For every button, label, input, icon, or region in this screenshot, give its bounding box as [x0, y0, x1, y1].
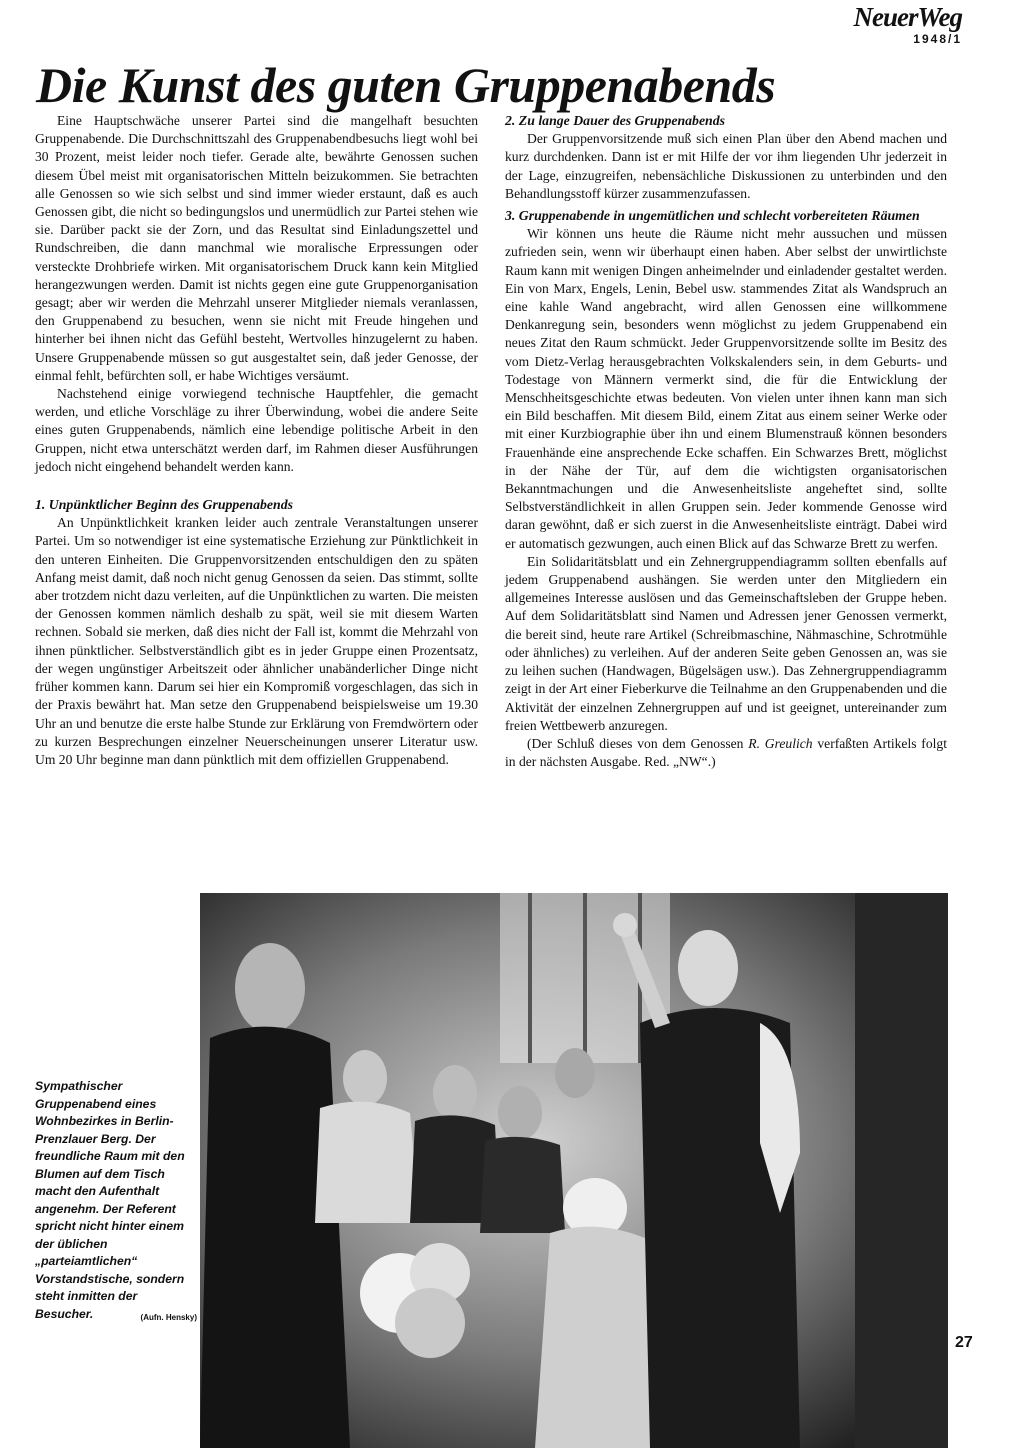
section-heading-1: 1. Unpünktlicher Beginn des Gruppenabends: [35, 497, 293, 513]
right-column: [505, 112, 947, 771]
paragraph-overview: Nachstehend einige vorwiegend technische Hauptfehler, die gemacht werden, und etliche Vorschläge zu ihrer Überwindung, wobei die andere Seite eines guten Gruppenabends, nämlich eine lebendige politische Arbeit in den Gruppen, nicht etwa unterschätzt werden darf, im Rahmen dieser Ausführungen jedoch nicht eingehend behandelt werden kann.: [35, 386, 478, 474]
page-number: 27: [955, 1334, 973, 1351]
paragraph-intro: Eine Hauptschwäche unserer Partei sind die mangelhaft besuchten Gruppenabende. Die Durchschnittszahl des Gruppenabendbesuchs liegt wohl bei 30 Prozent, meist leider noch tiefer. Gerade alte, bewährte Genossen suchen diesem Übel meist mit organisatorischen Mitteln beizukommen. Sie betrachten alle Genossen so wie sich selbst und sind immer wieder erstaunt, daß es auch Genossen gibt, die nicht so bedingungslos und unermüdlich zur Partei stehen wie sie. Darüber packt sie der Zorn, und das Resultat sind Einladungszettel und Rundschreiben, die dann manchmal wie moralische Erpressungen oder versteckte Drohbriefe wirken. Mit organisatorischem Druck kann kein Mitglied herangezwungen werden. Damit ist nichts gegen eine gute Gruppenorganisation gesagt; aber wir werden die Mehrzahl unserer Mitglieder niemals veranlassen, den Gruppenabend zu besuchen, wenn sie nicht mit Freude hingehen und hinterher bei ihnen nicht das Gefühl besteht, Wertvolles hinzugelernt zu haben. Unsere Gruppenabende müssen so gut ausgestaltet sein, daß jeder Genosse, der einmal fehlt, befürchten soll, er habe Wichtiges versäumt.: [35, 113, 478, 383]
group-meeting-photo: [200, 893, 948, 1448]
caption-text: Sympathischer Gruppenabend eines Wohnbezirkes in Berlin-Prenzlauer Berg. Der freundliche Raum mit den Blumen auf dem Tisch macht den Aufenthalt angenehm. Der Referent spricht nicht hinter einem der üblichen „parteiamtlichen“ Vorstandstische, sondern steht inmitten der Besucher.: [35, 1079, 185, 1321]
masthead: [827, 2, 962, 46]
section-heading-2: 2. Zu lange Dauer des Gruppenabends: [505, 113, 726, 128]
article-headline: Die Kunst des guten Gruppenabends: [36, 57, 776, 113]
section-heading-3: 3. Gruppenabende in ungemütlichen und schlecht vorbereiteten Räumen: [505, 208, 920, 224]
editor-note: (Der Schluß dieses von dem Genossen R. Greulich verfaßten Artikels folgt in der nächsten Ausgabe. Red. „NW“.): [505, 735, 947, 770]
publication-name: NeuerWeg: [853, 2, 962, 32]
photo-credit: (Aufn. Hensky): [140, 1312, 197, 1322]
author-name: R. Greulich: [748, 735, 813, 751]
paragraph-section-2: Der Gruppenvorsitzende muß sich einen Plan über den Abend machen und kurz durchdenken. Dann ist er mit Hilfe der vor ihm liegenden Uhr jederzeit in der Lage, einzugreifen, nebensächliche Diskussionen zu unterbinden und den Behandlungsstoff kürzer zusammenzufassen.: [505, 131, 947, 201]
paragraph-section-3b: Ein Solidaritätsblatt und ein Zehnergruppendiagramm sollten ebenfalls auf jedem Gruppenabend aushängen. Sie werden unter den Mitgliedern ein allgemeines Interesse auslösen und das Gemeinschaftsleben der Gruppe heben. Auf dem Solidaritätsblatt sind Namen und Adressen jener Genossen vermerkt, die bereit sind, heute rare Artikel (Schreibmaschine, Nähmaschine, Schrotmühle oder ähnliches) zu verleihen. Auf der anderen Seite geben Genossen an, was sie zu leihen suchen (Handwagen, Bügelsägen usw.). Das Zehnergruppendiagramm zeigt in der Art einer Fieberkurve die Teilnahme an den Gruppenabenden und die Aktivität der einzelnen Zehnergruppen auf und ist geeignet, untereinander zum freien Wettbewerb anzuregen.: [505, 553, 947, 733]
photo-caption: [35, 1078, 197, 1326]
paragraph-section-1: An Unpünktlichkeit kranken leider auch zentrale Veranstaltungen unserer Partei. Um so notwendiger ist eine systematische Erziehung zur Pünktlichkeit in den unteren Einheiten. Die Gruppenvorsitzenden entschuldigen den zu späten Anfang meist damit, daß noch nicht genug Genossen da seien. Das stimmt, sollte aber trotzdem nicht dazu verleiten, auf die Unpünktlichen zu warten. Die meisten der Genossen kommen nämlich deshalb zu spät, weil sie mit diesem Warten rechnen. Sobald sie merken, daß dies nicht der Fall ist, kommt die Mehrzahl von ihnen pünktlicher. Selbstverständlich gibt es in jeder Gruppe einen Prozentsatz, der wegen ungünstiger Arbeitszeit oder ähnlicher unabänderlicher Dinge nicht früher kommen kann. Darum sei hier ein Kompromiß vorgeschlagen, das sich in der Praxis bewährt hat. Man setze den Gruppenabend beispielsweise um 19.30 Uhr an und benutze die erste halbe Stunde zur Erklärung von Fremdwörtern oder zu kurzen Besprechungen einzelner Neuerscheinungen unserer Literatur usw. Um 20 Uhr beginne man dann pünktlich mit dem offiziellen Gruppenabend.: [35, 515, 478, 767]
issue-number: 1948/1: [913, 32, 962, 46]
left-column: [35, 112, 478, 769]
paragraph-section-3a: Wir können uns heute die Räume nicht mehr aussuchen und müssen zufrieden sein, wenn wir überhaupt einen haben. Aber selbst der unwirtlichste Raum kann mit wenigen Dingen anheimelnder und einladender gestaltet werden. Ein von Marx, Engels, Lenin, Bebel usw. stammendes Zitat als Wandspruch an eine kahle Wand angebracht, wird allen Genossen eine willkommene Denkanregung sein, besonders wenn möglichst zu jedem Gruppenabend ein neues Zitat den Raum schmückt. Jeder Gruppenvorsitzende sollte im Besitz des vom Dietz-Verlag herausgebrachten Volkskalenders sein, in dem Geburts- und Todestage von Männern vermerkt sind, die für die Entwicklung der Menschheitsgeschichte etwas bedeuten. Von vielen unter ihnen kann man sich ein Bild beschaffen. Mit diesem Bild, einem Zitat aus einem seiner Werke oder mit einer Kurzbiographie über ihn und einem Blumenstrauß können besonders Frauenhände eine ansprechende Ecke schaffen. Ein Schwarzes Brett, möglichst in der Nähe der Tür, auf dem die wichtigsten organisatorischen Bekanntmachungen und die Anwesenheitsliste angeheftet sind, sollte Selbstverständlichkeit in allen Gruppen sein. Jeder kommende Genosse wird daran gewöhnt, daß er sich zuerst in die Anwesenheitsliste einträgt. Dabei wird er automatisch gezwungen, auch einen Blick auf das Schwarze Brett zu werfen.: [505, 226, 947, 551]
photo-illustration: [200, 893, 948, 1448]
